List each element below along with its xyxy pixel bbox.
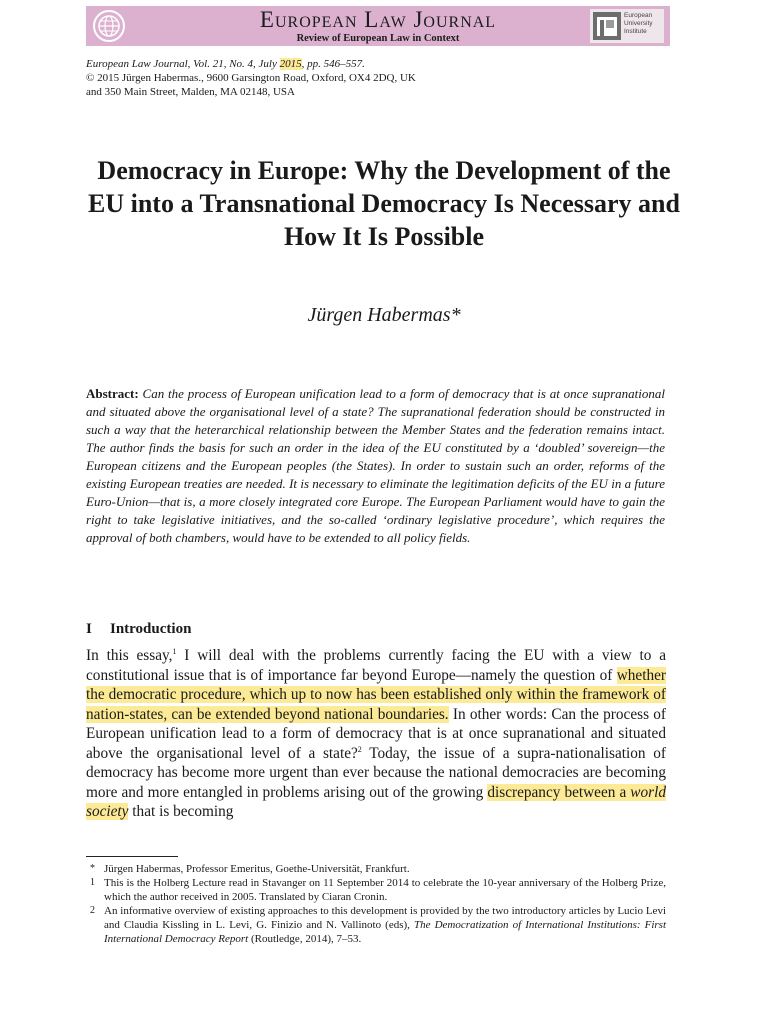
abstract-text: Can the process of European unification lead to a form of democracy that is at once supranational and situated above the organisational level of a state? The supranational federation should be constructed in such a way that the heterarchical relationship between the Member States and the federation remains intact. The author finds the basis for such an order in the idea of the EU constituted by a ‘doubled’ sovereign—the European citizens and the European peoples (the States). In order to sustain such an order, reforms of the existing European treaties are needed. It is necessary to eliminate the legitimation deficits of the EU in a future Euro-Union—that is, a more closely integrated core Europe. The European Parliament would have to gain the right to take legislative initiatives, and the so-called ‘ordinary legislative procedure’, which requires the approval of both chambers, would have to be extended to all policy fields. bbox=[86, 386, 665, 545]
journal-title: European Law Journal bbox=[259, 7, 497, 32]
section-title: Introduction bbox=[110, 621, 192, 637]
body-paragraph: In this essay,$^1$ I will deal with the problems currently facing the EU with a view to a constitutional issue that is of importance far beyond Europe—namely the question of whether the democratic procedure, which up to now has been established only within the framework of nation-states, can be extended beyond national boundaries. In other words: Can the process of European unification lead to a form of democracy that is at once supranational and situated above the organisational level of a state?$^2$ Today, the issue of a supra-nationalisation of democracy has become more urgent than ever because the national democracies are becoming more and more entangled in problems arising out of the growing discrepancy between a world society that is becoming bbox=[86, 646, 667, 820]
footnote-author: * Jürgen Habermas, Professor Emeritus, Goethe-Universität, Frankfurt. bbox=[90, 863, 410, 875]
highlighted-passage: whether the democratic procedure, which up to now has been established only within the framework of nation-states, can be extended beyond national boundaries. bbox=[86, 666, 666, 723]
institute-name: European University Institute bbox=[624, 12, 653, 35]
highlighted-passage: discrepancy between a world society bbox=[86, 783, 666, 820]
european-university-institute-logo bbox=[590, 9, 664, 43]
institute-building-icon bbox=[593, 12, 621, 40]
footnote-1: 1 This is the Holberg Lecture read in Stavanger on 11 September 2014 to celebrate the 10-year anniversary of the Holberg Prize, which the author received in 2005. Translated by Ciaran Cronin. bbox=[90, 877, 666, 903]
citation-block bbox=[86, 57, 416, 99]
section-number: I bbox=[86, 621, 92, 637]
abstract-label: Abstract: bbox=[86, 386, 139, 401]
article-author: Jürgen Habermas* bbox=[307, 304, 461, 326]
footnote-2: 2 An informative overview of existing approaches to this development is provided by the two introductory articles by Lucio Levi and Claudia Kissling in L. Levi, G. Finizio and N. Vallinoto (eds), The Democratization of International Institutions: First International Democracy Report (Routledge, 2014), 7–53. bbox=[90, 905, 666, 945]
address-line: and 350 Main Street, Malden, MA 02148, USA bbox=[86, 86, 295, 98]
copyright-line: © 2015 Jürgen Habermas., 9600 Garsington Road, Oxford, OX4 2DQ, UK bbox=[86, 72, 416, 84]
highlighted-year: 2015 bbox=[279, 58, 302, 70]
journal-reference: European Law Journal, Vol. 21, No. 4, July 2015, pp. 546–557. bbox=[86, 58, 365, 70]
footnote-ref-2[interactable]: 2 bbox=[357, 744, 362, 754]
article-title: Democracy in Europe: Why the Development of the EU into a Transnational Democracy Is Necessary and How It Is Possible bbox=[88, 156, 680, 251]
footnotes bbox=[86, 862, 666, 946]
section-heading bbox=[86, 621, 191, 638]
footnote-divider bbox=[86, 856, 178, 857]
journal-subtitle: Review of European Law in Context bbox=[296, 33, 460, 44]
footnote-ref-1[interactable]: 1 bbox=[172, 646, 177, 656]
abstract bbox=[86, 385, 665, 547]
journal-banner bbox=[86, 6, 670, 46]
